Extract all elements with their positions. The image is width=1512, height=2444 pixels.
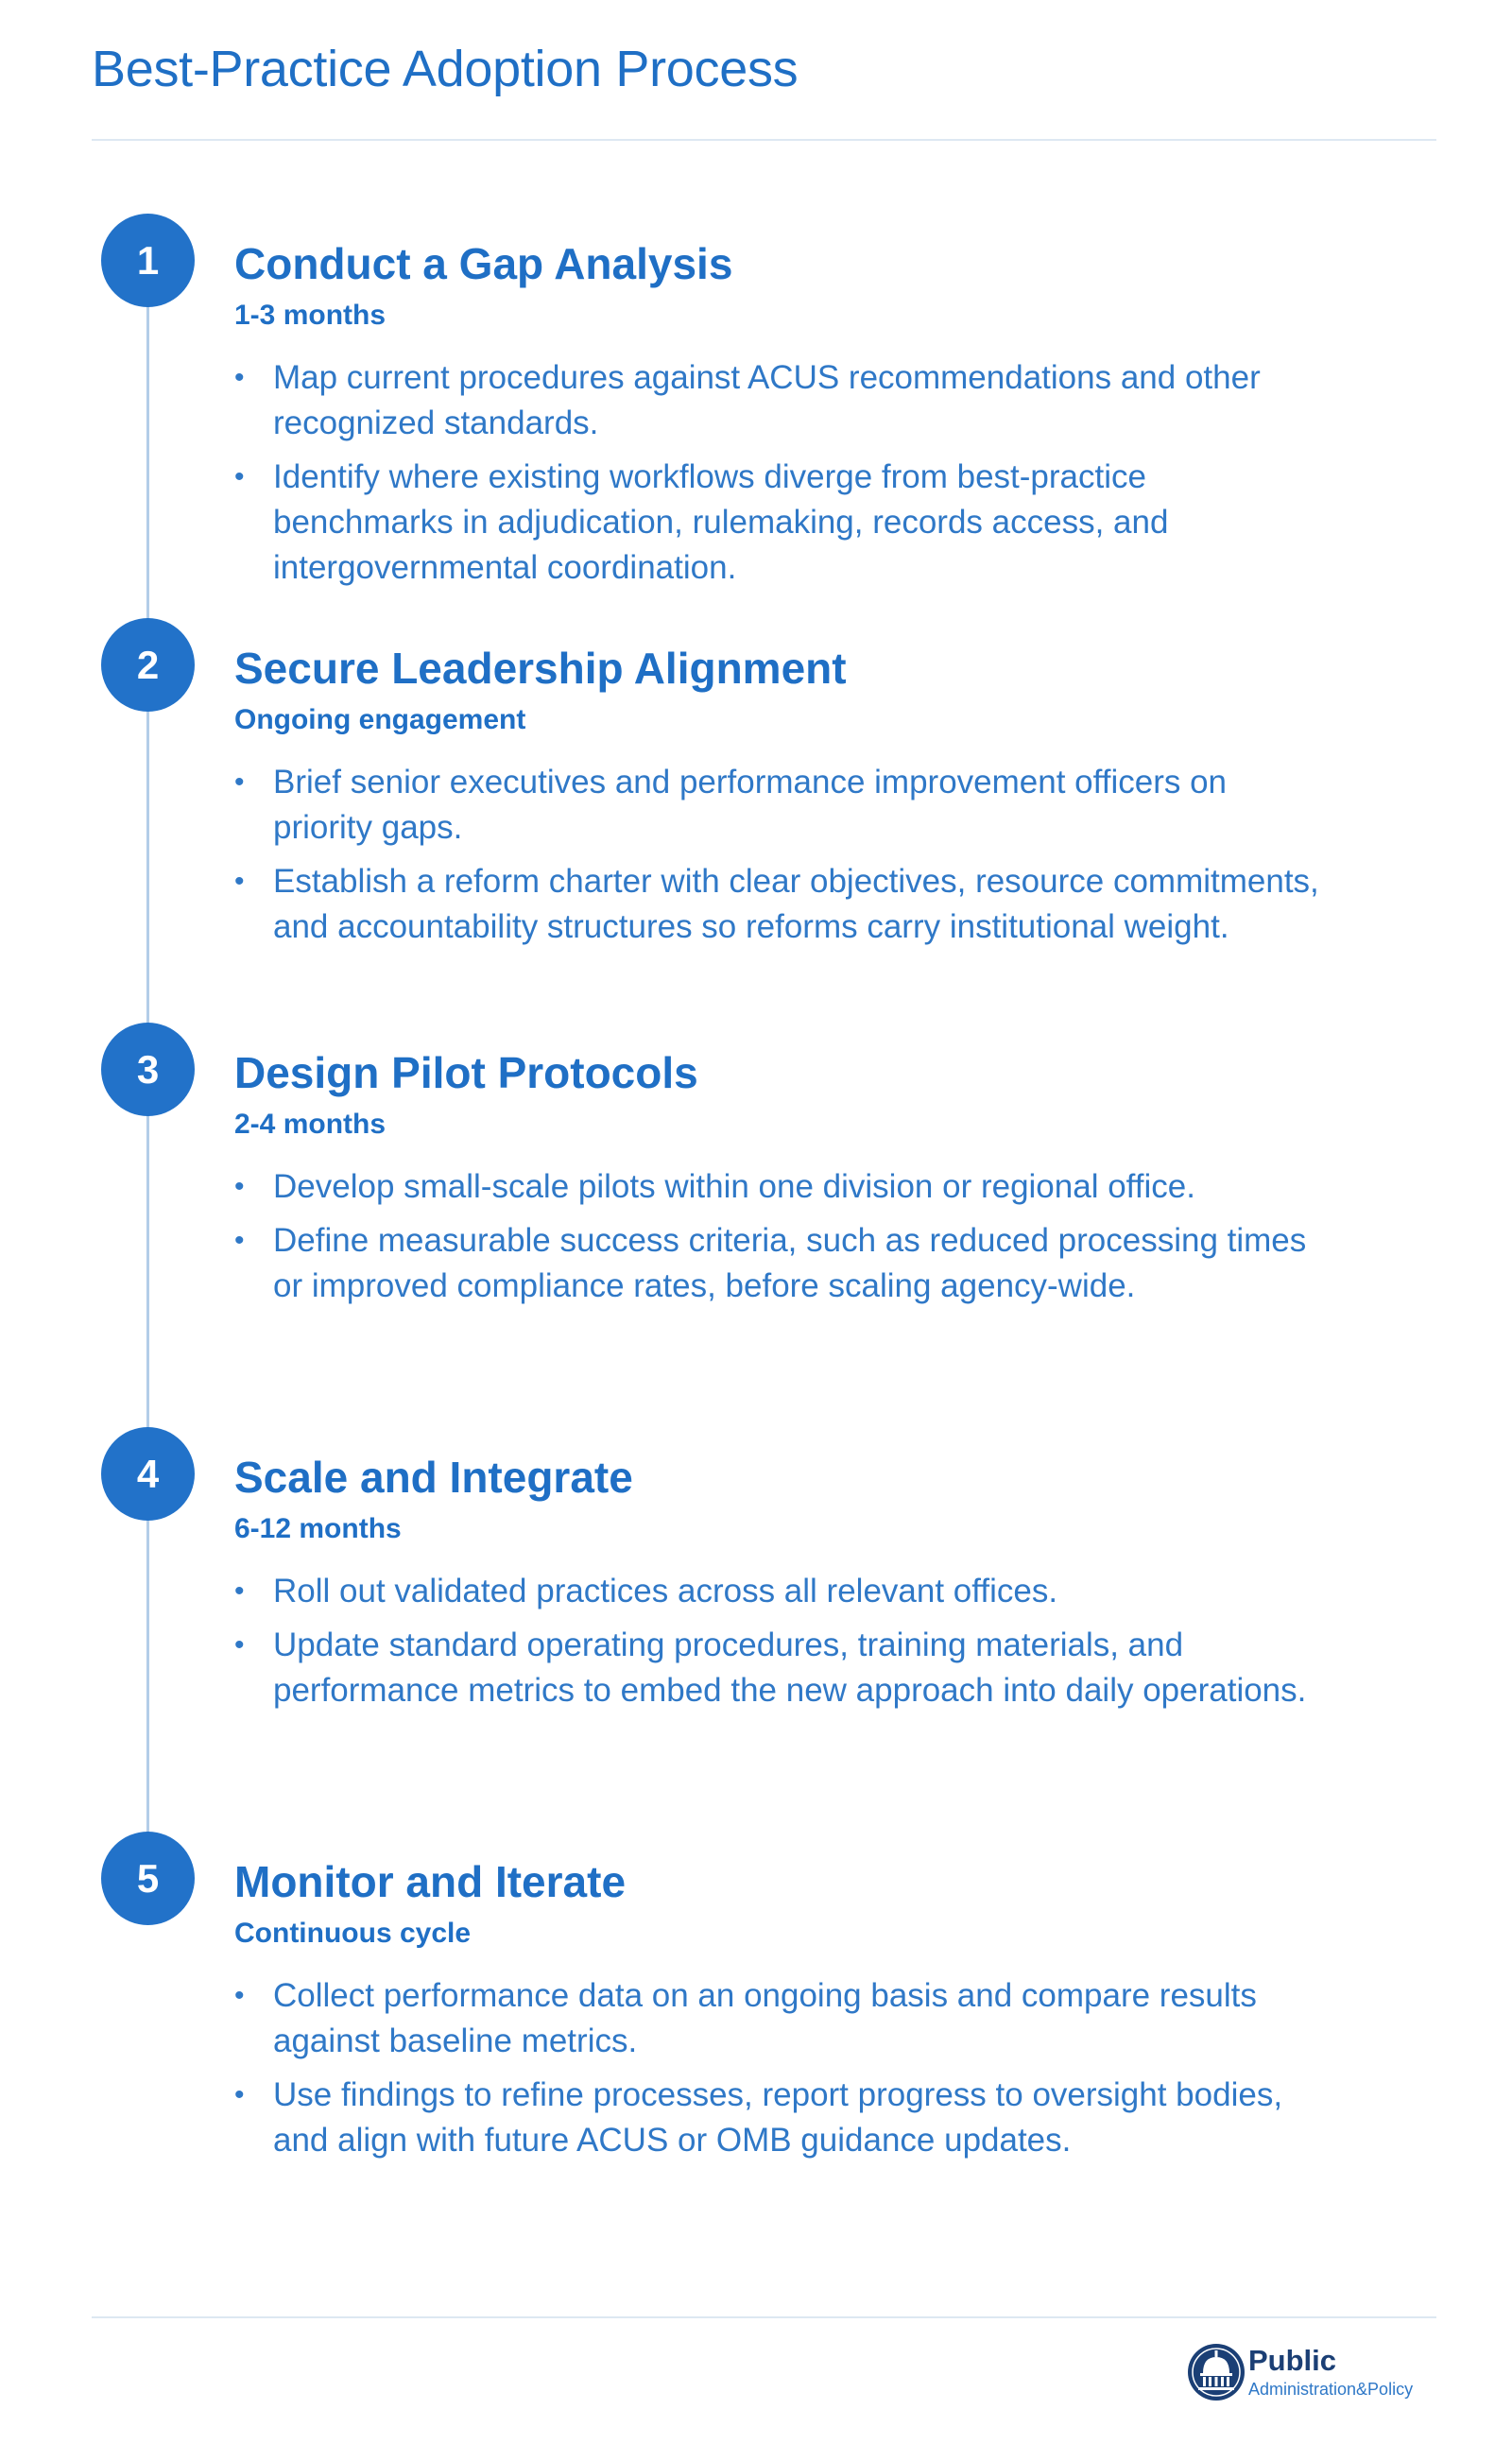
logo-wordmark-primary: Public xyxy=(1248,2344,1337,2377)
bullet-dot-icon: • xyxy=(234,766,245,798)
bullet-text: Brief senior executives and performance improvement officers on priority gaps. xyxy=(273,764,1228,846)
step-title: Secure Leadership Alignment xyxy=(234,644,847,693)
bullet-item xyxy=(234,1164,1321,1210)
bullet-item xyxy=(234,859,1321,950)
step-duration: 1-3 months xyxy=(234,300,387,331)
step-title: Design Pilot Protocols xyxy=(234,1048,698,1097)
step-duration: 2-4 months xyxy=(234,1109,387,1140)
bullet-item xyxy=(234,1569,1321,1614)
bullet-item xyxy=(234,2073,1321,2163)
bullet-text: Roll out validated practices across all relevant offices. xyxy=(273,1573,1058,1609)
bullet-dot-icon: • xyxy=(234,1225,245,1256)
publisher-logo xyxy=(1186,2342,1441,2410)
step-bullet-list xyxy=(234,1973,1321,2172)
step-number-badge: 2 xyxy=(101,618,195,712)
bullet-text: Develop small-scale pilots within one division or regional office. xyxy=(273,1168,1195,1205)
step-title: Scale and Integrate xyxy=(234,1453,633,1502)
bullet-dot-icon: • xyxy=(234,1171,245,1202)
step-duration: 6-12 months xyxy=(234,1513,402,1544)
bullet-text: Update standard operating procedures, training materials, and performance metrics to embed the new approach into daily operations. xyxy=(273,1626,1307,1709)
bullet-text: Collect performance data on an ongoing basis and compare results against baseline metrics. xyxy=(273,1977,1257,2059)
bullet-dot-icon: • xyxy=(234,362,245,393)
bullet-text: Map current procedures against ACUS recommendations and other recognized standards. xyxy=(273,359,1261,441)
bullet-dot-icon: • xyxy=(234,1980,245,2011)
bullet-dot-icon: • xyxy=(234,866,245,897)
step-bullet-list xyxy=(234,1569,1321,1722)
bullet-item xyxy=(234,1218,1321,1309)
step-number-badge: 4 xyxy=(101,1427,195,1521)
bullet-dot-icon: • xyxy=(234,2079,245,2110)
step-number-badge: 1 xyxy=(101,214,195,307)
bullet-text: Establish a reform charter with clear objectives, resource commitments, and accountability structures so reforms carry institutional weight. xyxy=(273,863,1319,945)
step-duration: Continuous cycle xyxy=(234,1918,472,1949)
bullet-text: Identify where existing workflows diverge from best-practice benchmarks in adjudication, rulemaking, records access, and intergovernmental coordination. xyxy=(273,458,1169,586)
step-duration: Ongoing engagement xyxy=(234,704,526,735)
step-number-badge: 3 xyxy=(101,1023,195,1116)
bullet-dot-icon: • xyxy=(234,1575,245,1607)
bullet-item xyxy=(234,355,1321,446)
bullet-dot-icon: • xyxy=(234,461,245,492)
step-title: Conduct a Gap Analysis xyxy=(234,239,733,288)
step-bullet-list xyxy=(234,1164,1321,1317)
bullet-item xyxy=(234,1973,1321,2064)
footer-divider xyxy=(92,2316,1436,2318)
bullet-text: Define measurable success criteria, such as reduced processing times or improved compliance rates, before scaling agency-wide. xyxy=(273,1222,1307,1304)
step-bullet-list xyxy=(234,760,1321,958)
bullet-dot-icon: • xyxy=(234,1629,245,1661)
step-number-badge: 5 xyxy=(101,1832,195,1925)
bullet-item xyxy=(234,760,1321,851)
bullet-item xyxy=(234,455,1321,591)
page-title: Best-Practice Adoption Process xyxy=(92,41,799,97)
step-title: Monitor and Iterate xyxy=(234,1857,627,1906)
step-bullet-list xyxy=(234,355,1321,599)
bullet-item xyxy=(234,1623,1321,1713)
bullet-text: Use findings to refine processes, report progress to oversight bodies, and align with future ACUS or OMB guidance updates. xyxy=(273,2076,1283,2159)
logo-wordmark-secondary: Administration&Policy xyxy=(1248,2380,1414,2399)
capitol-dome-icon xyxy=(1186,2342,1246,2402)
